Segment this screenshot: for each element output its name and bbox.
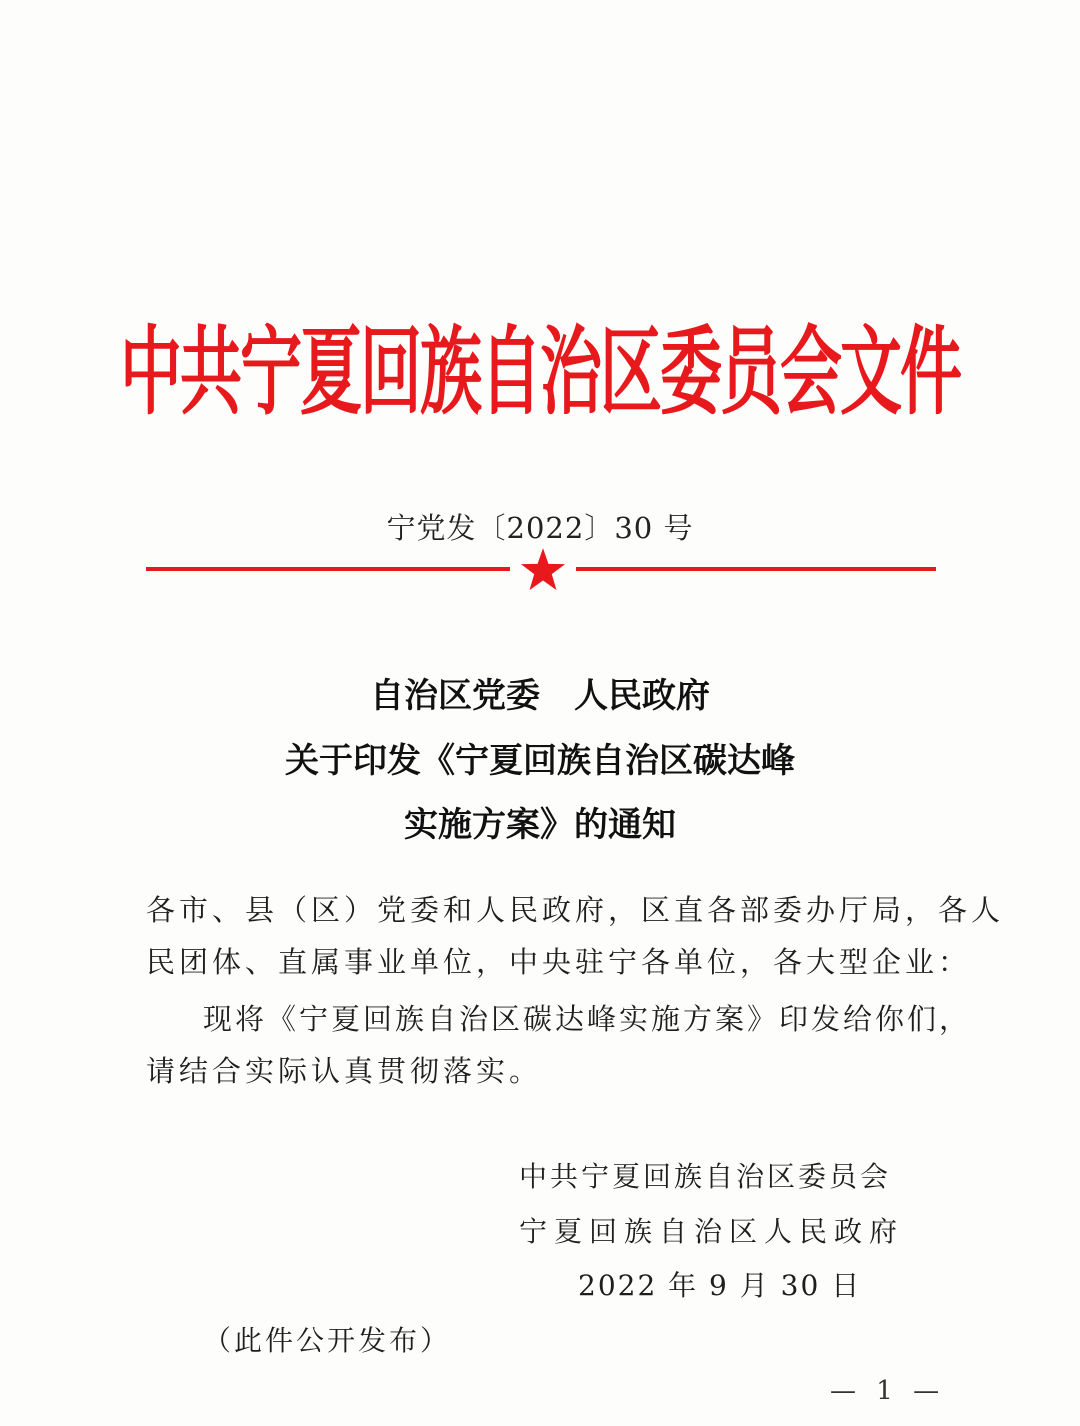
body-line-2: 请结合实际认真贯彻落实。 <box>146 1054 543 1088</box>
body-line-1: 现将《宁夏回族自治区碳达峰实施方案》印发给你们， <box>203 1002 972 1036</box>
title-line-3: 实施方案》的通知 <box>404 805 676 845</box>
document-number: 宁党发〔2022〕30 号 <box>386 511 694 545</box>
page-number: — 1 — <box>830 1376 946 1406</box>
issue-date: 2022 年 9 月 30 日 <box>578 1269 862 1302</box>
star-icon <box>520 547 566 591</box>
publish-note: （此件公开发布） <box>203 1324 452 1357</box>
signatory-government: 宁夏回族自治区人民政府 <box>519 1215 905 1248</box>
title-line-1: 自治区党委 人民政府 <box>370 676 710 716</box>
recipients-line-2: 民团体、直属事业单位，中央驻宁各单位，各大型企业： <box>146 945 972 979</box>
title-line-2: 关于印发《宁夏回族自治区碳达峰 <box>285 741 795 781</box>
masthead-title: 中共宁夏回族自治区委员会文件 <box>120 314 961 428</box>
signatory-party-committee: 中共宁夏回族自治区委员会 <box>519 1160 892 1193</box>
red-rule-left <box>146 567 510 571</box>
recipients-line-1: 各市、县（区）党委和人民政府，区直各部委办厅局，各人 <box>146 893 1005 927</box>
red-rule-right <box>576 567 936 571</box>
